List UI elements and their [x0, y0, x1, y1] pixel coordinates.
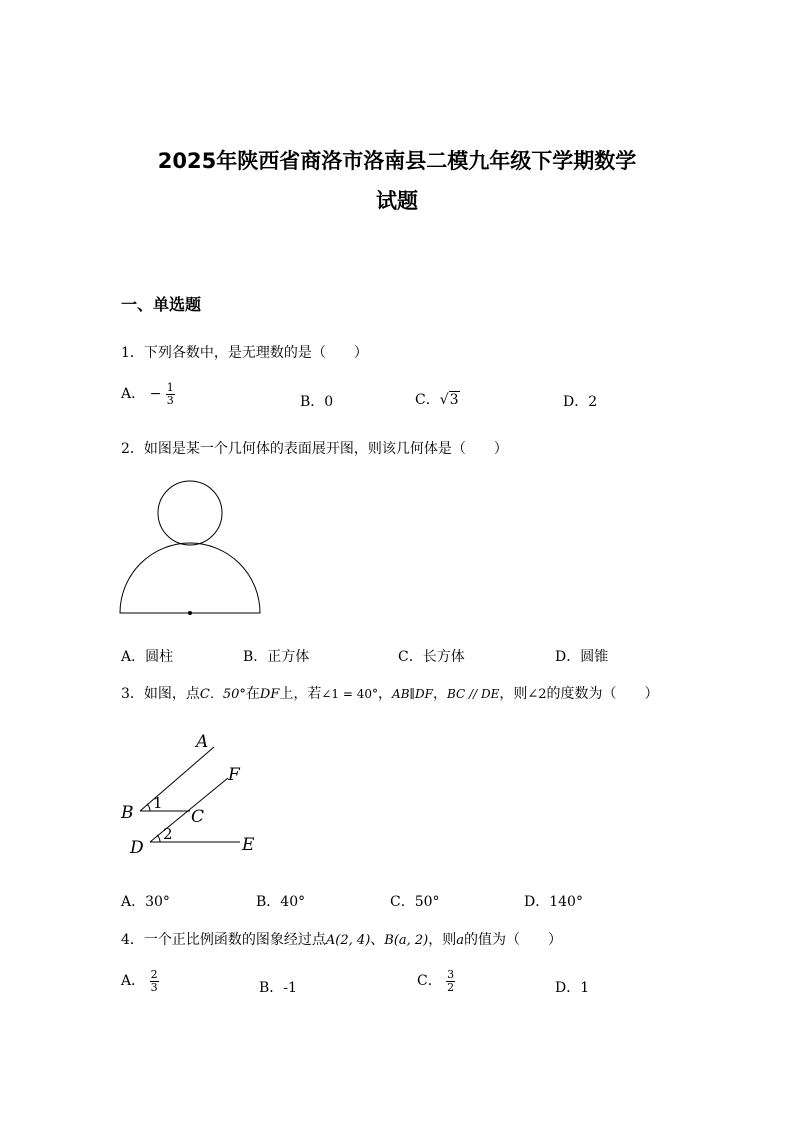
- q1-option-b[interactable]: [300, 391, 333, 411]
- q3-option-b[interactable]: B．40°: [256, 894, 306, 910]
- q3-line-ab: [140, 747, 214, 811]
- q2-net-circle: [158, 481, 222, 545]
- q4-option-a-fraction: [150, 969, 159, 993]
- q3-angle-2-arc: [157, 835, 160, 842]
- q3-label-b: B: [121, 803, 134, 823]
- q2-option-d[interactable]: D．圆锥: [555, 649, 609, 665]
- q1-option-a-letter: A．: [121, 386, 146, 403]
- q4-stem-pre: 4．一个正比例函数的图象经过点: [121, 932, 326, 948]
- q4-stem-point-b: B(a, 2): [384, 933, 429, 948]
- q3-label-angle-2: 2: [163, 825, 173, 843]
- q4-option-c-denominator: 2: [447, 980, 455, 994]
- q3-stem-tail: 的度数为（ ）: [546, 686, 659, 702]
- q4-option-c-numerator: 3: [447, 968, 455, 981]
- page-title-line2: 试题: [376, 189, 418, 213]
- q1-option-d[interactable]: [563, 391, 597, 411]
- q3-label-c: C: [191, 807, 205, 827]
- q1-option-a-fraction: [166, 382, 175, 406]
- q3-label-angle-1: 1: [153, 794, 163, 812]
- q3-stem-line-df: DF: [259, 687, 280, 702]
- q1-option-c-sqrt: [440, 391, 460, 408]
- q2-option-b[interactable]: B．正方体: [243, 649, 310, 665]
- q4-option-d-value: 1: [580, 980, 590, 996]
- q3-stem-post: ，则: [499, 686, 528, 702]
- q3-stem-above: 上，若: [279, 686, 322, 702]
- q1-option-c-radicand: 3: [449, 392, 459, 408]
- q3-figure: [118, 728, 278, 863]
- q1-option-a-denominator: 3: [166, 393, 174, 407]
- q1-option-a-numerator: 1: [166, 381, 174, 394]
- q1-option-b-letter: B．: [300, 394, 325, 410]
- q3-stem-comma1: ，: [378, 686, 393, 702]
- q3-stem-point-c: C．50°: [199, 687, 246, 702]
- q4-option-a[interactable]: [121, 969, 159, 993]
- q3-option-a[interactable]: A．30°: [121, 894, 170, 910]
- q3-stem-on: 在: [245, 686, 260, 702]
- q4-option-b-value: -1: [283, 980, 297, 996]
- question-1-stem: 1．下列各数中，是无理数的是（ ）: [121, 345, 368, 361]
- section-heading: 一、单选题: [121, 295, 202, 314]
- q4-option-b-letter: B．: [259, 980, 284, 996]
- q3-label-d: D: [130, 838, 144, 858]
- q3-label-e: E: [242, 835, 255, 855]
- q2-option-a[interactable]: A．圆柱: [121, 649, 174, 665]
- q3-option-c[interactable]: C．50°: [390, 894, 440, 910]
- question-3-stem: [121, 683, 659, 703]
- q1-option-b-value: 0: [324, 394, 334, 410]
- q1-option-d-letter: D．: [563, 394, 589, 410]
- q4-stem-tail: 的值为（ ）: [464, 932, 563, 948]
- q1-option-a[interactable]: [121, 382, 175, 406]
- q4-option-a-letter: A．: [121, 973, 146, 990]
- page-title-line1: 2025年陕西省商洛市洛南县二模九年级下学期数学: [157, 149, 637, 173]
- q3-stem-pre: 3．如图，点: [121, 686, 200, 702]
- q2-net-figure: [110, 472, 270, 622]
- q4-option-b[interactable]: [259, 977, 297, 997]
- q4-stem-point-a: A(2, 4): [325, 933, 371, 948]
- q2-net-center-dot: [188, 611, 192, 615]
- question-2-stem: 2．如图是某一个几何体的表面展开图，则该几何体是（ ）: [121, 441, 508, 457]
- q4-stem-sep: 、: [370, 932, 385, 948]
- q4-option-a-numerator: 2: [150, 968, 158, 981]
- q1-option-c[interactable]: [415, 389, 460, 409]
- sqrt-icon: √: [439, 392, 449, 408]
- q3-option-d[interactable]: D．140°: [524, 894, 583, 910]
- q3-angle-1-arc: [147, 804, 150, 811]
- q4-option-c-fraction: [446, 969, 455, 993]
- q3-stem-parallel2: BC // DE: [447, 687, 500, 701]
- q3-label-f: F: [228, 765, 240, 785]
- question-4-stem: [121, 929, 562, 949]
- q3-label-a: A: [196, 732, 209, 752]
- q3-stem-angle2: ∠2: [527, 687, 547, 702]
- q4-option-c[interactable]: [417, 969, 455, 993]
- q4-stem-mid: ，则: [428, 932, 457, 948]
- q4-option-a-denominator: 3: [150, 980, 158, 994]
- q1-option-d-value: 2: [588, 394, 598, 410]
- q2-net-sector: [120, 543, 260, 613]
- q2-option-c[interactable]: C．长方体: [398, 649, 465, 665]
- q3-stem-parallel1: AB∥DF: [392, 687, 434, 701]
- q4-stem-var: a: [456, 933, 465, 948]
- q1-option-c-letter: C．: [415, 392, 440, 408]
- q4-option-d[interactable]: [555, 977, 589, 997]
- q3-stem-comma2: ，: [433, 686, 448, 702]
- q3-stem-angle1: ∠1 = 40°: [321, 687, 379, 701]
- q4-option-d-letter: D．: [555, 980, 581, 996]
- q4-option-c-letter: C．: [417, 973, 442, 990]
- q1-option-a-sign: −: [149, 386, 162, 403]
